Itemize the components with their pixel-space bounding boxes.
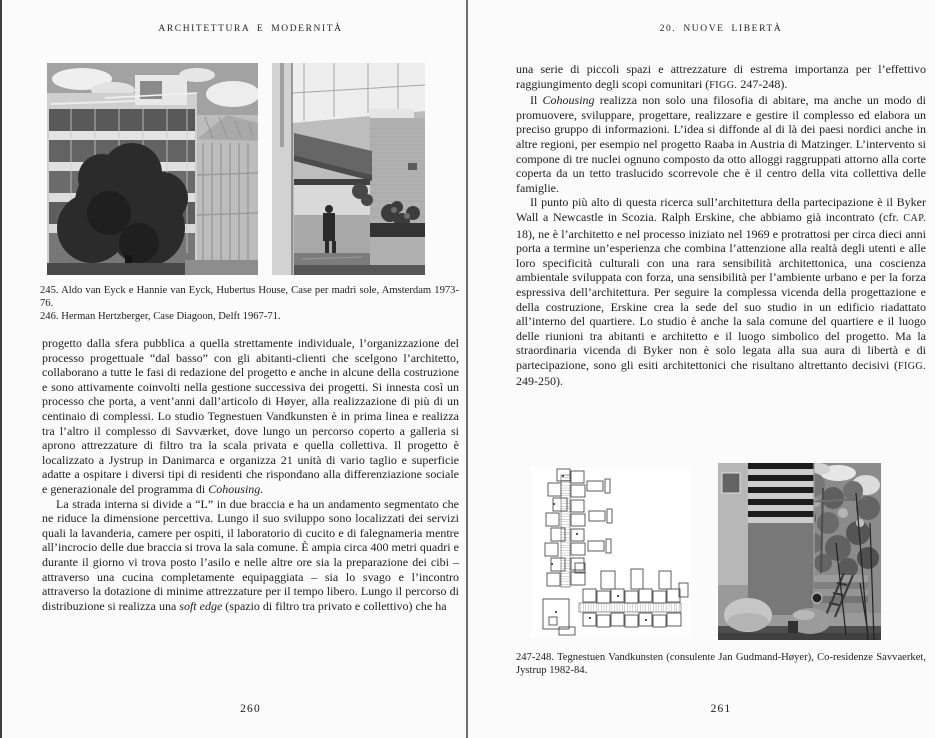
paragraph: La strada interna si divide a “L” in due braccia e ha un andamento segmentato che ne riduce la dimensione percettiva. Lungo il suo sviluppo sono localizzati dei servizi quali la lavanderia, camere per ospiti, il laboratorio di cucito e di falegnameria mentre all’incrocio delle due braccia si trova la sala comune. È ampia circa 400 metri quadri e durante il giorno vi trova posto l’asilo e nelle altre ore sia la preparazione dei cibi – attraverso una cucina completamente equipaggiata – sia lo svago e l’incontro attraverso la dotazione di minime attrezzature per il tempo libero. Lungo il percorso di distribuzione si realizza una soft edge (spazio di filtro tra privato e collettivo) che ha: [42, 496, 459, 613]
page-number-left: 260: [240, 703, 261, 715]
figure-247-floor-plan-savvaerket: [531, 467, 691, 637]
body-text-left: [42, 336, 459, 686]
figure-caption: 247-248. Tegnestuen Vandkunsten (consulente Jan Gudmand-Høyer), Co-residenze Savvaerket, Jystrup 1982-84.: [516, 652, 926, 676]
figure-captions-right: [516, 651, 926, 677]
courtyard-photo: [718, 463, 881, 640]
figure-caption: 245. Aldo van Eyck e Hannie van Eyck, Hubertus House, Case per madri sole, Amsterdam 1973-76.: [40, 285, 459, 309]
figure-245-photo-hubertus-house: [47, 63, 258, 275]
paragraph: una serie di piccoli spazi e attrezzature di estrema importanza per l’effettivo raggiungimento degli scopi comunitari (FIGG. 247-248).: [516, 62, 926, 91]
l-shaped-floor-plan-drawing: [531, 467, 691, 637]
louver-panel: [748, 463, 814, 523]
paragraph: Il punto più alto di questa ricerca sull’architettura della partecipazione è il Byker Wall a Newcastle in Scozia. Ralph Erskine, che abbiamo già incontrato (cfr. CAP. 18), ne è l’architetto e nel processo iniziato nel 1969 e protrattosi per circa dieci anni porta a termine un’esperienza che combina l’attenzione alla realtà degli utenti e alle loro specificità culturali con una rara sensibilità architettonica, una coscienza ambientale sviluppata con forza, una sensibilità per l’ambiente urbano e per la forza espressiva dell’architettura. Per seguire la complessa vicenda della progettazione e della costruzione, Erskine crea la sede del suo studio in un edificio riadattato all’interno del quartiere. Lo studio è anche la sala comune del quartiere e il luogo delle riunioni tra abitanti e architetto e il luogo simbolico del progetto. Ma la straordinaria vicenda di Byker non è solo legata alla sua aura di libertà e di partecipazione, sono gli esiti architettonici che risultano altrettanto decisivi (FIGG. 249-250).: [516, 195, 926, 389]
running-head-right: 20. NUOVE LIBERTÀ: [659, 24, 783, 34]
page-number-right: 261: [710, 703, 732, 715]
book-spine-divider: [466, 0, 468, 738]
figure-captions-left: [40, 284, 459, 323]
page-edge: [0, 0, 2, 738]
running-head-left: ARCHITETTURA E MODERNITÀ: [158, 24, 343, 34]
paragraph: progetto dalla sfera pubblica a quella strettamente individuale, l’organizzazione del processo progettuale “dal basso” con gli abitanti-clienti che scelgono l’architetto, collaborano a tutte le fasi di redazione del progetto e anche in alcune della costruzione e sono attivamente coinvolti nella gestione successiva dei progetti. Si innesta così un processo che porta, a vent’anni dall’articolo di Høyer, alla realizzazione di più di un centinaio di complessi. Lo studio Tegnestuen Vandkunsten è in prima linea e realizza tra l’altro il complesso di Savværket, dove lungo un percorso coperto a galleria si aprono attrezzature di filtro tra la scala privata e quella collettiva. Il progetto è localizzato a Jystrup in Danimarca e organizza 21 unità di vario taglio e superficie adatte a ospitare i diversi tipi di residenti che rispondano alla differenziazione sociale e generazionale del programma di Cohousing.: [42, 336, 459, 496]
figure-248-photo-savvaerket: [718, 463, 881, 640]
building-facade-photo: [47, 63, 258, 275]
figure-caption: 246. Herman Hertzberger, Case Diagoon, Delft 1967-71.: [40, 311, 281, 322]
body-text-right: [516, 62, 926, 462]
figure-246-photo-case-diagoon: [272, 63, 425, 275]
paragraph: Il Cohousing realizza non solo una filosofia di abitare, ma anche un modo di promuovere, sviluppare, progettare, realizzare e gestire il complesso ed elabora un preciso gruppo di informazioni. L’idea si diffonde al di là dei paesi nordici anche in altre regioni, per esempio nel progetto Raaba in Austria di Matzinger. L’intervento si compone di tre nuclei ognuno composto da otto alloggi raggruppati attorno alla corte coperta da un tetto traslucido scorrevole che è il centro della vita collettiva delle famiglie.: [516, 93, 926, 195]
interior-skylight-photo: [272, 63, 425, 275]
